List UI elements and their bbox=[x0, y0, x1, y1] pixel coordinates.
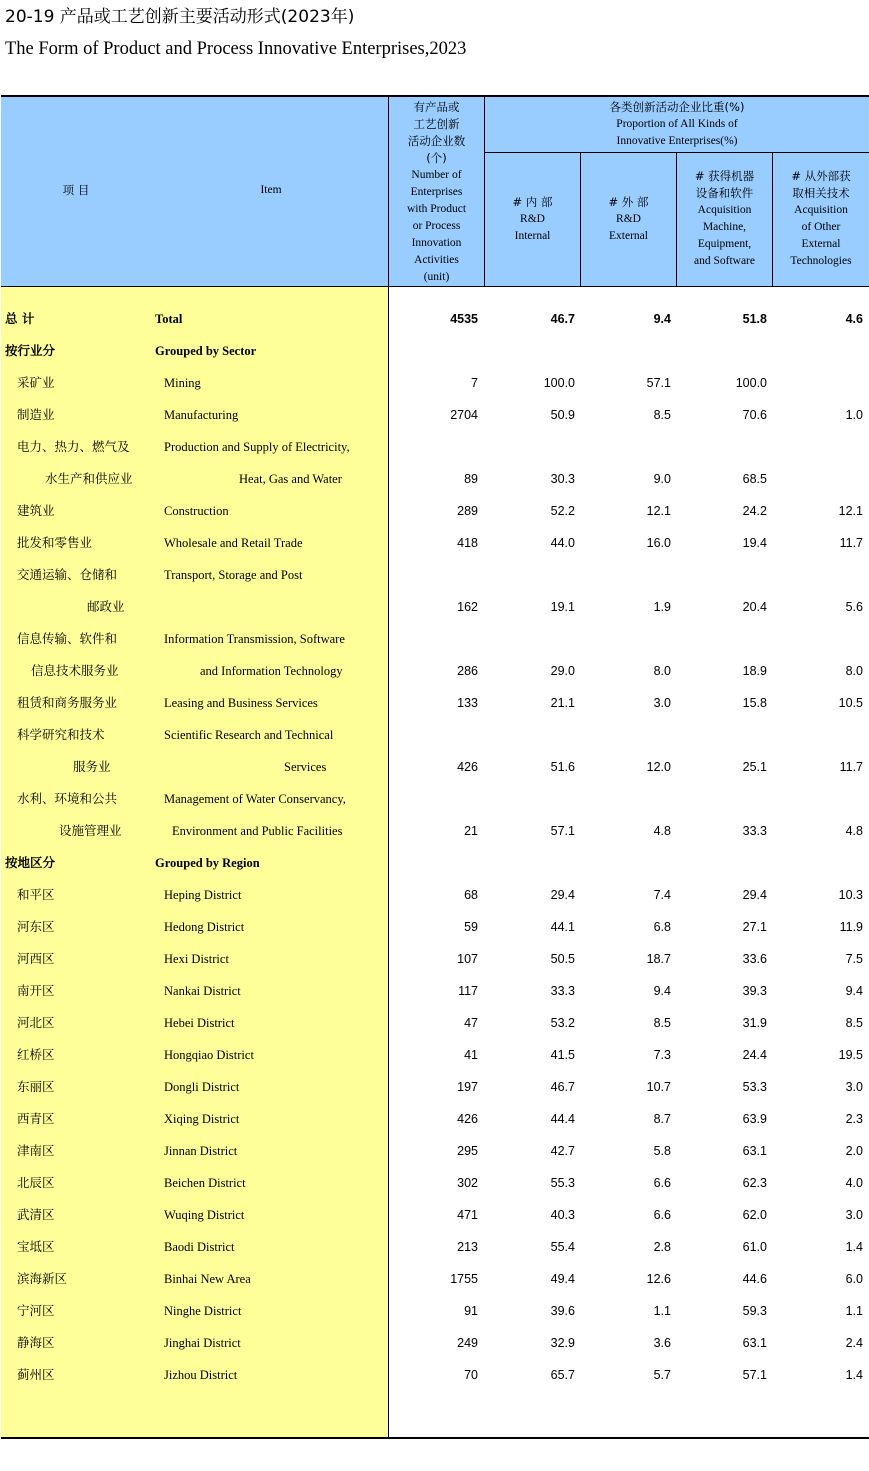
row-label-english: Baodi District bbox=[164, 1240, 235, 1254]
machine-acquisition-cell: 18.9 bbox=[742, 664, 767, 678]
machine-acquisition-cell: 59.3 bbox=[742, 1304, 767, 1318]
row-label-english: Hebei District bbox=[164, 1016, 235, 1030]
row-label-english: Heping District bbox=[164, 888, 242, 902]
internal-rd-cell: 57.1 bbox=[550, 824, 575, 838]
enterprise-count-cell: 302 bbox=[457, 1176, 478, 1190]
header-line: 有产品或 bbox=[413, 100, 460, 114]
row-label-chinese: 津南区 bbox=[17, 1143, 55, 1158]
top-border bbox=[1, 95, 869, 97]
row-label-english: Manufacturing bbox=[164, 408, 239, 422]
table-row bbox=[1, 1295, 869, 1327]
header-line: Number of bbox=[411, 169, 462, 181]
other-technologies-cell: 5.6 bbox=[845, 600, 863, 614]
header-item-english: Item bbox=[260, 184, 282, 196]
external-rd-cell: 6.6 bbox=[653, 1176, 671, 1190]
other-technologies-cell: 3.0 bbox=[845, 1208, 863, 1222]
machine-acquisition-cell: 57.1 bbox=[742, 1368, 767, 1382]
table-row bbox=[1, 911, 869, 943]
table-row bbox=[1, 847, 869, 879]
machine-acquisition-cell: 33.6 bbox=[742, 952, 767, 966]
header-line: # 获得机器 bbox=[694, 169, 755, 183]
header-line: R&D bbox=[616, 213, 641, 225]
row-label-chinese: 北辰区 bbox=[17, 1175, 55, 1190]
enterprise-count-cell: 289 bbox=[457, 504, 478, 518]
row-label-chinese: 按行业分 bbox=[5, 343, 56, 358]
row-label-chinese: 南开区 bbox=[17, 983, 55, 998]
row-label-chinese: 水利、环境和公共 bbox=[17, 791, 118, 806]
external-rd-cell: 57.1 bbox=[646, 376, 671, 390]
machine-acquisition-cell: 63.1 bbox=[742, 1144, 767, 1158]
table-row bbox=[1, 687, 869, 719]
enterprise-count-cell: 59 bbox=[464, 920, 478, 934]
other-technologies-cell: 12.1 bbox=[838, 504, 863, 518]
row-label-chinese: 采矿业 bbox=[17, 375, 55, 390]
row-label-english: Ninghe District bbox=[164, 1304, 242, 1318]
row-label-english: Xiqing District bbox=[164, 1112, 240, 1126]
external-rd-cell: 6.8 bbox=[653, 920, 671, 934]
internal-rd-cell: 46.7 bbox=[550, 312, 575, 326]
table-row bbox=[1, 335, 869, 367]
row-label-chinese: 河北区 bbox=[17, 1015, 55, 1030]
other-technologies-cell: 4.0 bbox=[845, 1176, 863, 1190]
table-row bbox=[1, 527, 869, 559]
internal-rd-cell: 32.9 bbox=[550, 1336, 575, 1350]
external-rd-cell: 1.9 bbox=[653, 600, 671, 614]
external-rd-cell: 2.8 bbox=[653, 1240, 671, 1254]
internal-rd-cell: 44.4 bbox=[550, 1112, 575, 1126]
external-rd-cell: 4.8 bbox=[653, 824, 671, 838]
external-rd-cell: 3.0 bbox=[653, 696, 671, 710]
header-enterprise-count bbox=[389, 99, 484, 286]
row-label-english: Management of Water Conservancy, bbox=[164, 792, 346, 806]
table-row bbox=[1, 367, 869, 399]
table-title-english: The Form of Product and Process Innovative Enterprises,2023 bbox=[5, 39, 467, 59]
external-rd-cell: 9.0 bbox=[653, 472, 671, 486]
internal-rd-cell: 39.6 bbox=[550, 1304, 575, 1318]
machine-acquisition-cell: 39.3 bbox=[742, 984, 767, 998]
table-row bbox=[1, 1071, 869, 1103]
header-line: # 内 部 bbox=[512, 195, 553, 209]
external-rd-cell: 5.7 bbox=[653, 1368, 671, 1382]
machine-acquisition-cell: 24.4 bbox=[742, 1048, 767, 1062]
table-row bbox=[1, 655, 869, 687]
enterprise-count-cell: 426 bbox=[457, 760, 478, 774]
row-label-chinese: 建筑业 bbox=[17, 503, 55, 518]
header-proportion bbox=[485, 99, 869, 150]
table-row bbox=[1, 591, 869, 623]
machine-acquisition-cell: 24.2 bbox=[742, 504, 767, 518]
table-row bbox=[1, 1359, 869, 1391]
other-technologies-cell: 2.4 bbox=[845, 1336, 863, 1350]
header-external-rd bbox=[581, 194, 676, 245]
table-row bbox=[1, 559, 869, 591]
other-technologies-cell: 1.4 bbox=[845, 1240, 863, 1254]
internal-rd-cell: 50.9 bbox=[550, 408, 575, 422]
table-row bbox=[1, 1263, 869, 1295]
table-row bbox=[1, 463, 869, 495]
table-row bbox=[1, 399, 869, 431]
table-row bbox=[1, 1327, 869, 1359]
table-row bbox=[1, 303, 869, 335]
header-line: 活动企业数 bbox=[407, 134, 466, 148]
enterprise-count-cell: 1755 bbox=[450, 1272, 478, 1286]
machine-acquisition-cell: 29.4 bbox=[742, 888, 767, 902]
table-row bbox=[1, 623, 869, 655]
row-label-english: Hongqiao District bbox=[164, 1048, 254, 1062]
row-label-english: Nankai District bbox=[164, 984, 241, 998]
table-row bbox=[1, 1231, 869, 1263]
machine-acquisition-cell: 62.3 bbox=[742, 1176, 767, 1190]
internal-rd-cell: 65.7 bbox=[550, 1368, 575, 1382]
row-label-english: Beichen District bbox=[164, 1176, 246, 1190]
row-label-chinese: 蓟州区 bbox=[17, 1367, 55, 1382]
internal-rd-cell: 51.6 bbox=[550, 760, 575, 774]
row-label-english: Grouped by Sector bbox=[155, 344, 257, 358]
internal-rd-cell: 52.2 bbox=[550, 504, 575, 518]
row-label-chinese: 静海区 bbox=[17, 1335, 55, 1350]
internal-rd-cell: 29.4 bbox=[550, 888, 575, 902]
enterprise-count-cell: 89 bbox=[464, 472, 478, 486]
row-label-english: Information Transmission, Software bbox=[164, 632, 345, 646]
enterprise-count-cell: 162 bbox=[457, 600, 478, 614]
table-row bbox=[1, 943, 869, 975]
table-row bbox=[1, 751, 869, 783]
header-line: of Other bbox=[801, 221, 841, 233]
internal-rd-cell: 40.3 bbox=[550, 1208, 575, 1222]
internal-rd-cell: 55.3 bbox=[550, 1176, 575, 1190]
header-line: External bbox=[609, 230, 648, 242]
enterprise-count-cell: 471 bbox=[457, 1208, 478, 1222]
row-label-chinese: 批发和零售业 bbox=[17, 535, 93, 550]
header-line: Innovation bbox=[411, 237, 462, 249]
internal-rd-cell: 100.0 bbox=[543, 376, 575, 390]
row-label-english: Transport, Storage and Post bbox=[164, 568, 303, 582]
enterprise-count-cell: 133 bbox=[457, 696, 478, 710]
row-label-english: Jinghai District bbox=[164, 1336, 241, 1350]
table-row bbox=[1, 879, 869, 911]
header-item-chinese: 项 目 bbox=[62, 183, 90, 197]
machine-acquisition-cell: 31.9 bbox=[742, 1016, 767, 1030]
row-label-english: Hedong District bbox=[164, 920, 245, 934]
table-title-chinese: 20-19 产品或工艺创新主要活动形式(2023年) bbox=[5, 7, 355, 27]
table-row bbox=[1, 1103, 869, 1135]
row-label-chinese: 西青区 bbox=[17, 1111, 55, 1126]
other-technologies-cell: 11.7 bbox=[839, 536, 863, 550]
header-line: with Product bbox=[406, 203, 467, 215]
external-rd-cell: 12.1 bbox=[646, 504, 671, 518]
other-technologies-cell: 4.6 bbox=[845, 312, 863, 326]
enterprise-count-cell: 2704 bbox=[450, 408, 478, 422]
row-label-english: Total bbox=[155, 312, 183, 326]
row-label-chinese: 科学研究和技术 bbox=[17, 727, 105, 742]
external-rd-cell: 8.7 bbox=[653, 1112, 671, 1126]
header-line: Machine, bbox=[702, 221, 747, 233]
header-internal-rd bbox=[485, 194, 580, 245]
header-line: or Process bbox=[412, 220, 461, 232]
row-label-chinese: 按地区分 bbox=[5, 855, 56, 870]
enterprise-count-cell: 213 bbox=[457, 1240, 478, 1254]
row-label-english: Wholesale and Retail Trade bbox=[164, 536, 303, 550]
enterprise-count-cell: 4535 bbox=[450, 312, 478, 326]
other-technologies-cell: 2.0 bbox=[845, 1144, 863, 1158]
other-technologies-cell: 3.0 bbox=[845, 1080, 863, 1094]
other-technologies-cell: 11.7 bbox=[839, 760, 863, 774]
row-label-english: Services bbox=[284, 760, 327, 774]
enterprise-count-cell: 41 bbox=[464, 1048, 478, 1062]
header-other-technologies bbox=[773, 168, 869, 270]
table-row bbox=[1, 431, 869, 463]
row-label-english: Production and Supply of Electricity, bbox=[164, 440, 350, 454]
other-technologies-cell: 4.8 bbox=[845, 824, 863, 838]
enterprise-count-cell: 117 bbox=[458, 984, 478, 998]
row-label-chinese: 河西区 bbox=[17, 951, 55, 966]
row-label-chinese: 水生产和供应业 bbox=[45, 471, 133, 486]
enterprise-count-cell: 70 bbox=[464, 1368, 478, 1382]
row-label-english: Environment and Public Facilities bbox=[172, 824, 343, 838]
header-line: Enterprises bbox=[410, 186, 463, 198]
row-label-chinese: 邮政业 bbox=[87, 599, 125, 614]
external-rd-cell: 8.5 bbox=[653, 408, 671, 422]
machine-acquisition-cell: 27.1 bbox=[742, 920, 767, 934]
header-line: 工艺创新 bbox=[413, 117, 460, 131]
row-label-chinese: 武清区 bbox=[17, 1207, 55, 1222]
row-label-english: Heat, Gas and Water bbox=[239, 472, 342, 486]
machine-acquisition-cell: 68.5 bbox=[742, 472, 767, 486]
internal-rd-cell: 33.3 bbox=[550, 984, 575, 998]
external-rd-cell: 3.6 bbox=[653, 1336, 671, 1350]
external-rd-cell: 1.1 bbox=[653, 1304, 671, 1318]
row-label-chinese: 红桥区 bbox=[17, 1047, 55, 1062]
internal-rd-cell: 49.4 bbox=[550, 1272, 575, 1286]
other-technologies-cell: 9.4 bbox=[845, 984, 863, 998]
enterprise-count-cell: 418 bbox=[457, 536, 478, 550]
enterprise-count-cell: 47 bbox=[464, 1016, 478, 1030]
enterprise-count-cell: 7 bbox=[471, 376, 478, 390]
row-label-chinese: 东丽区 bbox=[17, 1079, 55, 1094]
header-line: 取相关技术 bbox=[792, 186, 850, 200]
table-row bbox=[1, 1039, 869, 1071]
internal-rd-cell: 44.1 bbox=[550, 920, 575, 934]
external-rd-cell: 9.4 bbox=[653, 984, 671, 998]
enterprise-count-cell: 68 bbox=[464, 888, 478, 902]
row-label-chinese: 滨海新区 bbox=[17, 1271, 68, 1286]
machine-acquisition-cell: 33.3 bbox=[742, 824, 767, 838]
external-rd-cell: 12.0 bbox=[646, 760, 671, 774]
row-label-english: Construction bbox=[164, 504, 229, 518]
row-label-english: Binhai New Area bbox=[164, 1272, 251, 1286]
row-label-english: Jizhou District bbox=[164, 1368, 238, 1382]
row-label-chinese: 租赁和商务服务业 bbox=[17, 695, 118, 710]
header-machine-acquisition bbox=[677, 168, 772, 270]
header-bottom-border bbox=[1, 286, 869, 287]
row-label-english: Mining bbox=[164, 376, 201, 390]
enterprise-count-cell: 249 bbox=[457, 1336, 478, 1350]
machine-acquisition-cell: 44.6 bbox=[742, 1272, 767, 1286]
row-label-english: Grouped by Region bbox=[155, 856, 260, 870]
machine-acquisition-cell: 20.4 bbox=[742, 600, 767, 614]
table-row bbox=[1, 1007, 869, 1039]
row-label-chinese: 制造业 bbox=[17, 407, 55, 422]
row-label-english: Dongli District bbox=[164, 1080, 240, 1094]
enterprise-count-cell: 107 bbox=[457, 952, 478, 966]
table-row bbox=[1, 815, 869, 847]
machine-acquisition-cell: 63.1 bbox=[742, 1336, 767, 1350]
row-label-chinese: 宝坻区 bbox=[17, 1239, 55, 1254]
row-label-chinese: 电力、热力、燃气及 bbox=[17, 439, 130, 454]
row-label-chinese: 设施管理业 bbox=[59, 823, 122, 838]
row-label-english: Wuqing District bbox=[164, 1208, 245, 1222]
row-label-english: Hexi District bbox=[164, 952, 229, 966]
other-technologies-cell: 10.5 bbox=[838, 696, 863, 710]
external-rd-cell: 5.8 bbox=[653, 1144, 671, 1158]
other-technologies-cell: 2.3 bbox=[845, 1112, 863, 1126]
header-line: # 外 部 bbox=[608, 195, 649, 209]
external-rd-cell: 8.0 bbox=[653, 664, 671, 678]
internal-rd-cell: 21.1 bbox=[550, 696, 575, 710]
data-table bbox=[1, 95, 869, 1440]
external-rd-cell: 6.6 bbox=[653, 1208, 671, 1222]
machine-acquisition-cell: 70.6 bbox=[742, 408, 767, 422]
header-line: Equipment, bbox=[697, 238, 752, 250]
table-row bbox=[1, 975, 869, 1007]
header-line: Innovative Enterprises(%) bbox=[616, 135, 738, 147]
header-line: Proportion of All Kinds of bbox=[616, 118, 738, 130]
header-line: Technologies bbox=[790, 255, 852, 267]
row-label-chinese: 河东区 bbox=[17, 919, 55, 934]
row-label-chinese: 信息传输、软件和 bbox=[17, 631, 118, 646]
internal-rd-cell: 42.7 bbox=[550, 1144, 575, 1158]
internal-rd-cell: 55.4 bbox=[550, 1240, 575, 1254]
machine-acquisition-cell: 51.8 bbox=[742, 312, 767, 326]
internal-rd-cell: 44.0 bbox=[550, 536, 575, 550]
enterprise-count-cell: 197 bbox=[457, 1080, 478, 1094]
table-row bbox=[1, 719, 869, 751]
enterprise-count-cell: 21 bbox=[464, 824, 478, 838]
machine-acquisition-cell: 53.3 bbox=[742, 1080, 767, 1094]
table-row bbox=[1, 1135, 869, 1167]
external-rd-cell: 9.4 bbox=[653, 312, 671, 326]
machine-acquisition-cell: 25.1 bbox=[742, 760, 767, 774]
other-technologies-cell: 10.3 bbox=[838, 888, 863, 902]
external-rd-cell: 7.3 bbox=[653, 1048, 671, 1062]
machine-acquisition-cell: 62.0 bbox=[742, 1208, 767, 1222]
row-label-chinese: 宁河区 bbox=[17, 1303, 55, 1318]
table-row bbox=[1, 1167, 869, 1199]
internal-rd-cell: 53.2 bbox=[550, 1016, 575, 1030]
other-technologies-cell: 8.5 bbox=[845, 1016, 863, 1030]
header-line: 设备和软件 bbox=[695, 186, 754, 200]
bottom-border bbox=[1, 1437, 869, 1439]
row-label-chinese: 信息技术服务业 bbox=[31, 663, 119, 678]
header-line: # 从外部获 bbox=[791, 169, 851, 183]
machine-acquisition-cell: 100.0 bbox=[735, 376, 767, 390]
external-rd-cell: 10.7 bbox=[646, 1080, 671, 1094]
machine-acquisition-cell: 15.8 bbox=[742, 696, 767, 710]
other-technologies-cell: 11.9 bbox=[839, 920, 863, 934]
internal-rd-cell: 50.5 bbox=[550, 952, 575, 966]
external-rd-cell: 12.6 bbox=[646, 1272, 671, 1286]
header-line: R&D bbox=[520, 213, 545, 225]
internal-rd-cell: 46.7 bbox=[550, 1080, 575, 1094]
external-rd-cell: 7.4 bbox=[653, 888, 671, 902]
header-line: 各类创新活动企业比重(%) bbox=[609, 100, 745, 114]
row-label-english: Scientific Research and Technical bbox=[164, 728, 334, 742]
internal-rd-cell: 41.5 bbox=[550, 1048, 575, 1062]
machine-acquisition-cell: 19.4 bbox=[742, 536, 767, 550]
external-rd-cell: 16.0 bbox=[646, 536, 671, 550]
other-technologies-cell: 1.1 bbox=[845, 1304, 863, 1318]
header-line: Acquisition bbox=[794, 204, 848, 216]
other-technologies-cell: 7.5 bbox=[845, 952, 863, 966]
header-line: Internal bbox=[514, 230, 551, 242]
row-label-chinese: 交通运输、仓储和 bbox=[17, 567, 118, 582]
machine-acquisition-cell: 61.0 bbox=[742, 1240, 767, 1254]
external-rd-cell: 18.7 bbox=[646, 952, 671, 966]
other-technologies-cell: 1.0 bbox=[845, 408, 863, 422]
row-label-chinese: 服务业 bbox=[73, 759, 111, 774]
enterprise-count-cell: 295 bbox=[457, 1144, 478, 1158]
row-label-english: and Information Technology bbox=[200, 664, 343, 678]
row-label-english: Leasing and Business Services bbox=[164, 696, 318, 710]
other-technologies-cell: 1.4 bbox=[845, 1368, 863, 1382]
table-row bbox=[1, 1199, 869, 1231]
enterprise-count-cell: 286 bbox=[457, 664, 478, 678]
row-label-chinese: 总 计 bbox=[5, 311, 35, 326]
other-technologies-cell: 6.0 bbox=[845, 1272, 863, 1286]
enterprise-count-cell: 91 bbox=[464, 1304, 478, 1318]
header-line: (个) bbox=[426, 151, 447, 165]
machine-acquisition-cell: 63.9 bbox=[742, 1112, 767, 1126]
row-label-chinese: 和平区 bbox=[17, 887, 55, 902]
header-line: Acquisition bbox=[697, 204, 752, 216]
table-row bbox=[1, 783, 869, 815]
internal-rd-cell: 30.3 bbox=[550, 472, 575, 486]
external-rd-cell: 8.5 bbox=[653, 1016, 671, 1030]
header-line: and Software bbox=[694, 255, 755, 267]
internal-rd-cell: 29.0 bbox=[550, 664, 575, 678]
other-technologies-cell: 8.0 bbox=[845, 664, 863, 678]
enterprise-count-cell: 426 bbox=[457, 1112, 478, 1126]
row-label-english: Jinnan District bbox=[164, 1144, 238, 1158]
header-line: (unit) bbox=[423, 271, 450, 283]
header-line: Activities bbox=[414, 254, 459, 266]
header-line: External bbox=[801, 238, 841, 250]
internal-rd-cell: 19.1 bbox=[550, 600, 575, 614]
other-technologies-cell: 19.5 bbox=[838, 1048, 863, 1062]
table-row bbox=[1, 495, 869, 527]
